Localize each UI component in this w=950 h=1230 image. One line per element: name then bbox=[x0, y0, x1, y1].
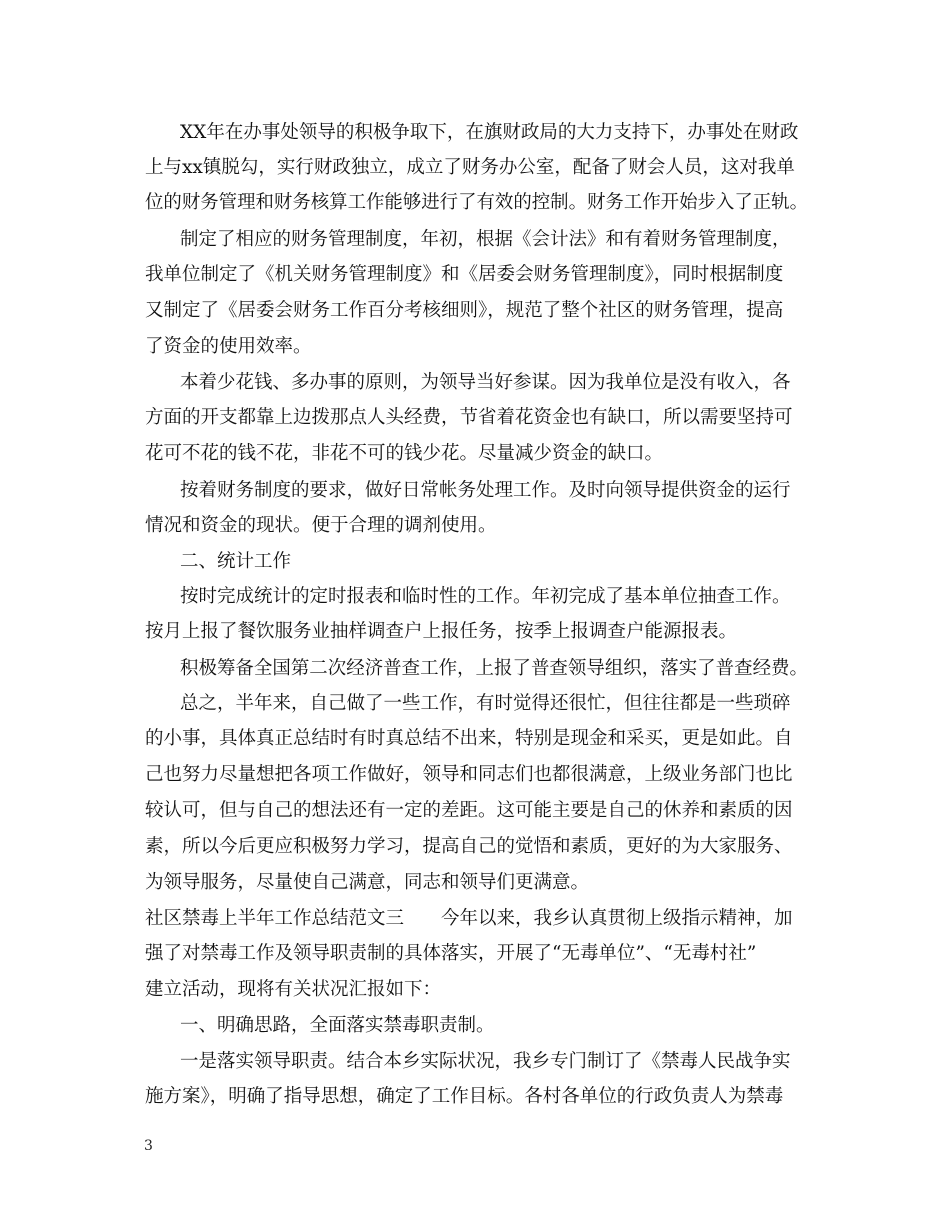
text-line: 按时完成统计的定时报表和临时性的工作。年初完成了基本单位抽查工作。 bbox=[180, 586, 791, 607]
text-line: 较认可，但与自己的想法还有一定的差距。这可能主要是自己的休养和素质的因 bbox=[145, 800, 793, 821]
section-title-line: 社区禁毒上半年工作总结范文三 今年以来，我乡认真贯彻上级指示精神，加 bbox=[145, 908, 793, 929]
text-line: 又制定了《居委会财务工作百分考核细则》，规范了整个社区的财务管理，提高 bbox=[145, 300, 784, 321]
page-number: 3 bbox=[144, 1138, 153, 1154]
text-line: 位的财务管理和财务核算工作能够进行了有效的控制。财务工作开始步入了正轨。 bbox=[145, 192, 809, 213]
text-line: 积极筹备全国第二次经济普查工作，上报了普查领导组织，落实了普查经费。 bbox=[180, 658, 809, 679]
text-line: 总之，半年来，自己做了一些工作，有时觉得还很忙，但往往都是一些琐碎 bbox=[180, 693, 791, 714]
text-line: 己也努力尽量想把各项工作做好，领导和同志们也都很满意，上级业务部门也比 bbox=[145, 764, 793, 785]
section-heading: 一、明确思路，全面落实禁毒职责制。 bbox=[180, 1015, 495, 1036]
text-line: 本着少花钱、多办事的原则，为领导当好参谋。因为我单位是没有收入，各 bbox=[180, 372, 791, 393]
text-line: 情况和资金的现状。便于合理的调剂使用。 bbox=[145, 515, 497, 536]
text-line: 素，所以今后更应积极努力学习，提高自己的觉悟和素质，更好的为大家服务、 bbox=[145, 836, 793, 857]
text-line: 了资金的使用效率。 bbox=[145, 336, 312, 357]
text-line: 强了对禁毒工作及领导职责制的具体落实，开展了“无毒单位”、“无毒村社” bbox=[145, 943, 757, 964]
text-line: 按着财务制度的要求，做好日常帐务处理工作。及时向领导提供资金的运行 bbox=[180, 480, 791, 501]
text-line: 花可不花的钱不花，非花不可的钱少花。尽量减少资金的缺口。 bbox=[145, 443, 664, 464]
text-line: 的小事，具体真正总结时有时真总结不出来，特别是现金和采买，更是如此。自 bbox=[145, 728, 793, 749]
section-heading: 二、统计工作 bbox=[180, 551, 292, 572]
text-line: 我单位制定了《机关财务管理制度》和《居委会财务管理制度》，同时根据制度 bbox=[145, 264, 784, 285]
text-line: 施方案》，明确了指导思想，确定了工作目标。各村各单位的行政负责人为禁毒 bbox=[145, 1086, 784, 1107]
text-line: 方面的开支都靠上边拨那点人头经费，节省着花资金也有缺口，所以需要坚持可 bbox=[145, 407, 793, 428]
text-line: 制定了相应的财务管理制度，年初，根据《会计法》和有着财务管理制度， bbox=[180, 229, 791, 250]
text-line: 一是落实领导职责。结合本乡实际状况，我乡专门制订了《禁毒人民战争实 bbox=[180, 1051, 791, 1072]
text-line: 为领导服务，尽量使自己满意，同志和领导们更满意。 bbox=[145, 872, 590, 893]
text-line: 上与xx镇脱勾，实行财政独立，成立了财务办公室，配备了财会人员，这对我单 bbox=[145, 157, 795, 178]
text-line: 建立活动，现将有关状况汇报如下： bbox=[145, 979, 442, 1000]
text-line: XX年在办事处领导的积极争取下，在旗财政局的大力支持下，办事处在财政 bbox=[180, 122, 799, 143]
text-line: 按月上报了餐饮服务业抽样调查户上报任务，按季上报调查户能源报表。 bbox=[145, 621, 738, 642]
